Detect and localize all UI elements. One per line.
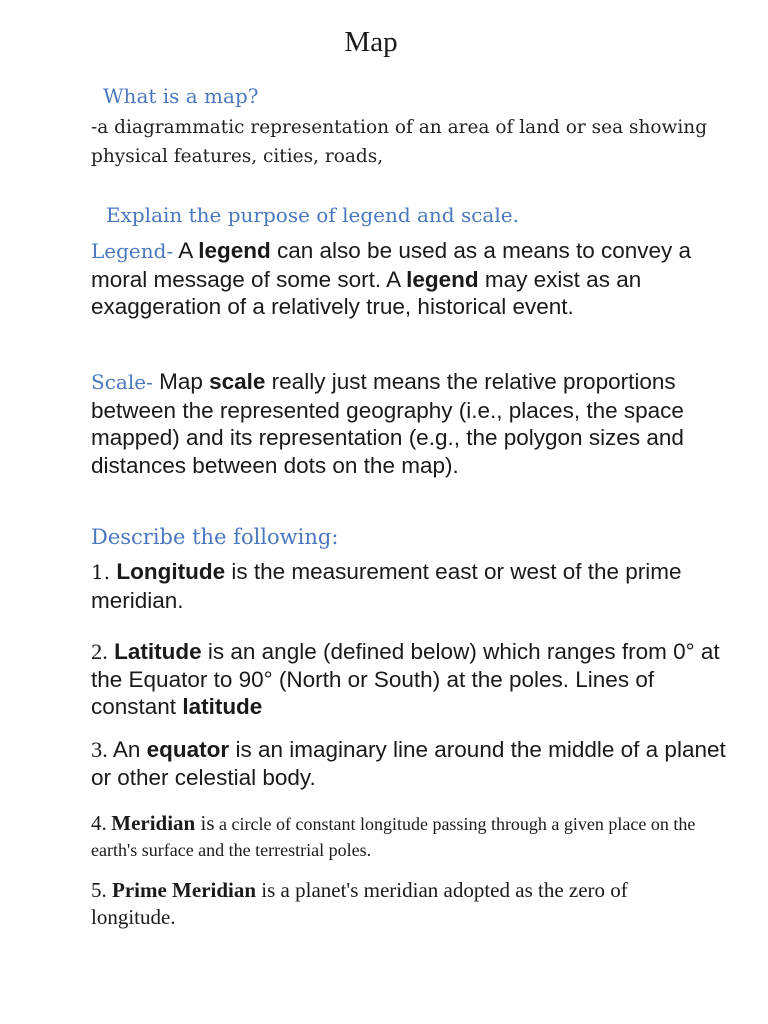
- legend-lead: Legend-: [91, 239, 174, 263]
- legend-paragraph: Legend- A legend can also be used as a means to convey a moral message of some sort. A legend may exist as an exaggeration of a relatively true, historical event.: [91, 238, 692, 319]
- question-what-is-a-map: What is a map?: [103, 84, 259, 108]
- list-item-prime-meridian: 5. Prime Meridian is a planet's meridian adopted as the zero of longitude.: [91, 878, 628, 929]
- scale-term: scale: [209, 369, 266, 394]
- scale-lead: Scale-: [91, 370, 153, 394]
- question-legend-and-scale: Explain the purpose of legend and scale.: [106, 203, 519, 227]
- map-definition: -a diagrammatic representation of an area of land or sea showing physical features, cities, roads,: [91, 117, 708, 167]
- list-item-latitude: 2. Latitude is an angle (defined below) which ranges from 0° at the Equator to 90° (North or South) at the poles. Lines of constant latitude: [91, 639, 720, 719]
- question-describe-following: Describe the following:: [91, 525, 339, 549]
- scale-paragraph: Scale- Map scale really just means the relative proportions between the represented geography (i.e., places, the space mapped) and its representation (e.g., the polygon sizes and distances between dots on the map).: [91, 369, 684, 478]
- page-title: Map: [344, 26, 398, 58]
- legend-term: legend: [406, 266, 479, 292]
- list-item-equator: 3. An equator is an imaginary line around the middle of a planet or other celestial body.: [91, 737, 726, 790]
- list-item-meridian: 4. Meridian is a circle of constant longitude passing through a given place on the earth's surface and the terrestrial poles.: [91, 811, 696, 860]
- list-item-longitude: 1. Longitude is the measurement east or west of the prime meridian.: [91, 559, 682, 613]
- legend-term: legend: [198, 238, 271, 263]
